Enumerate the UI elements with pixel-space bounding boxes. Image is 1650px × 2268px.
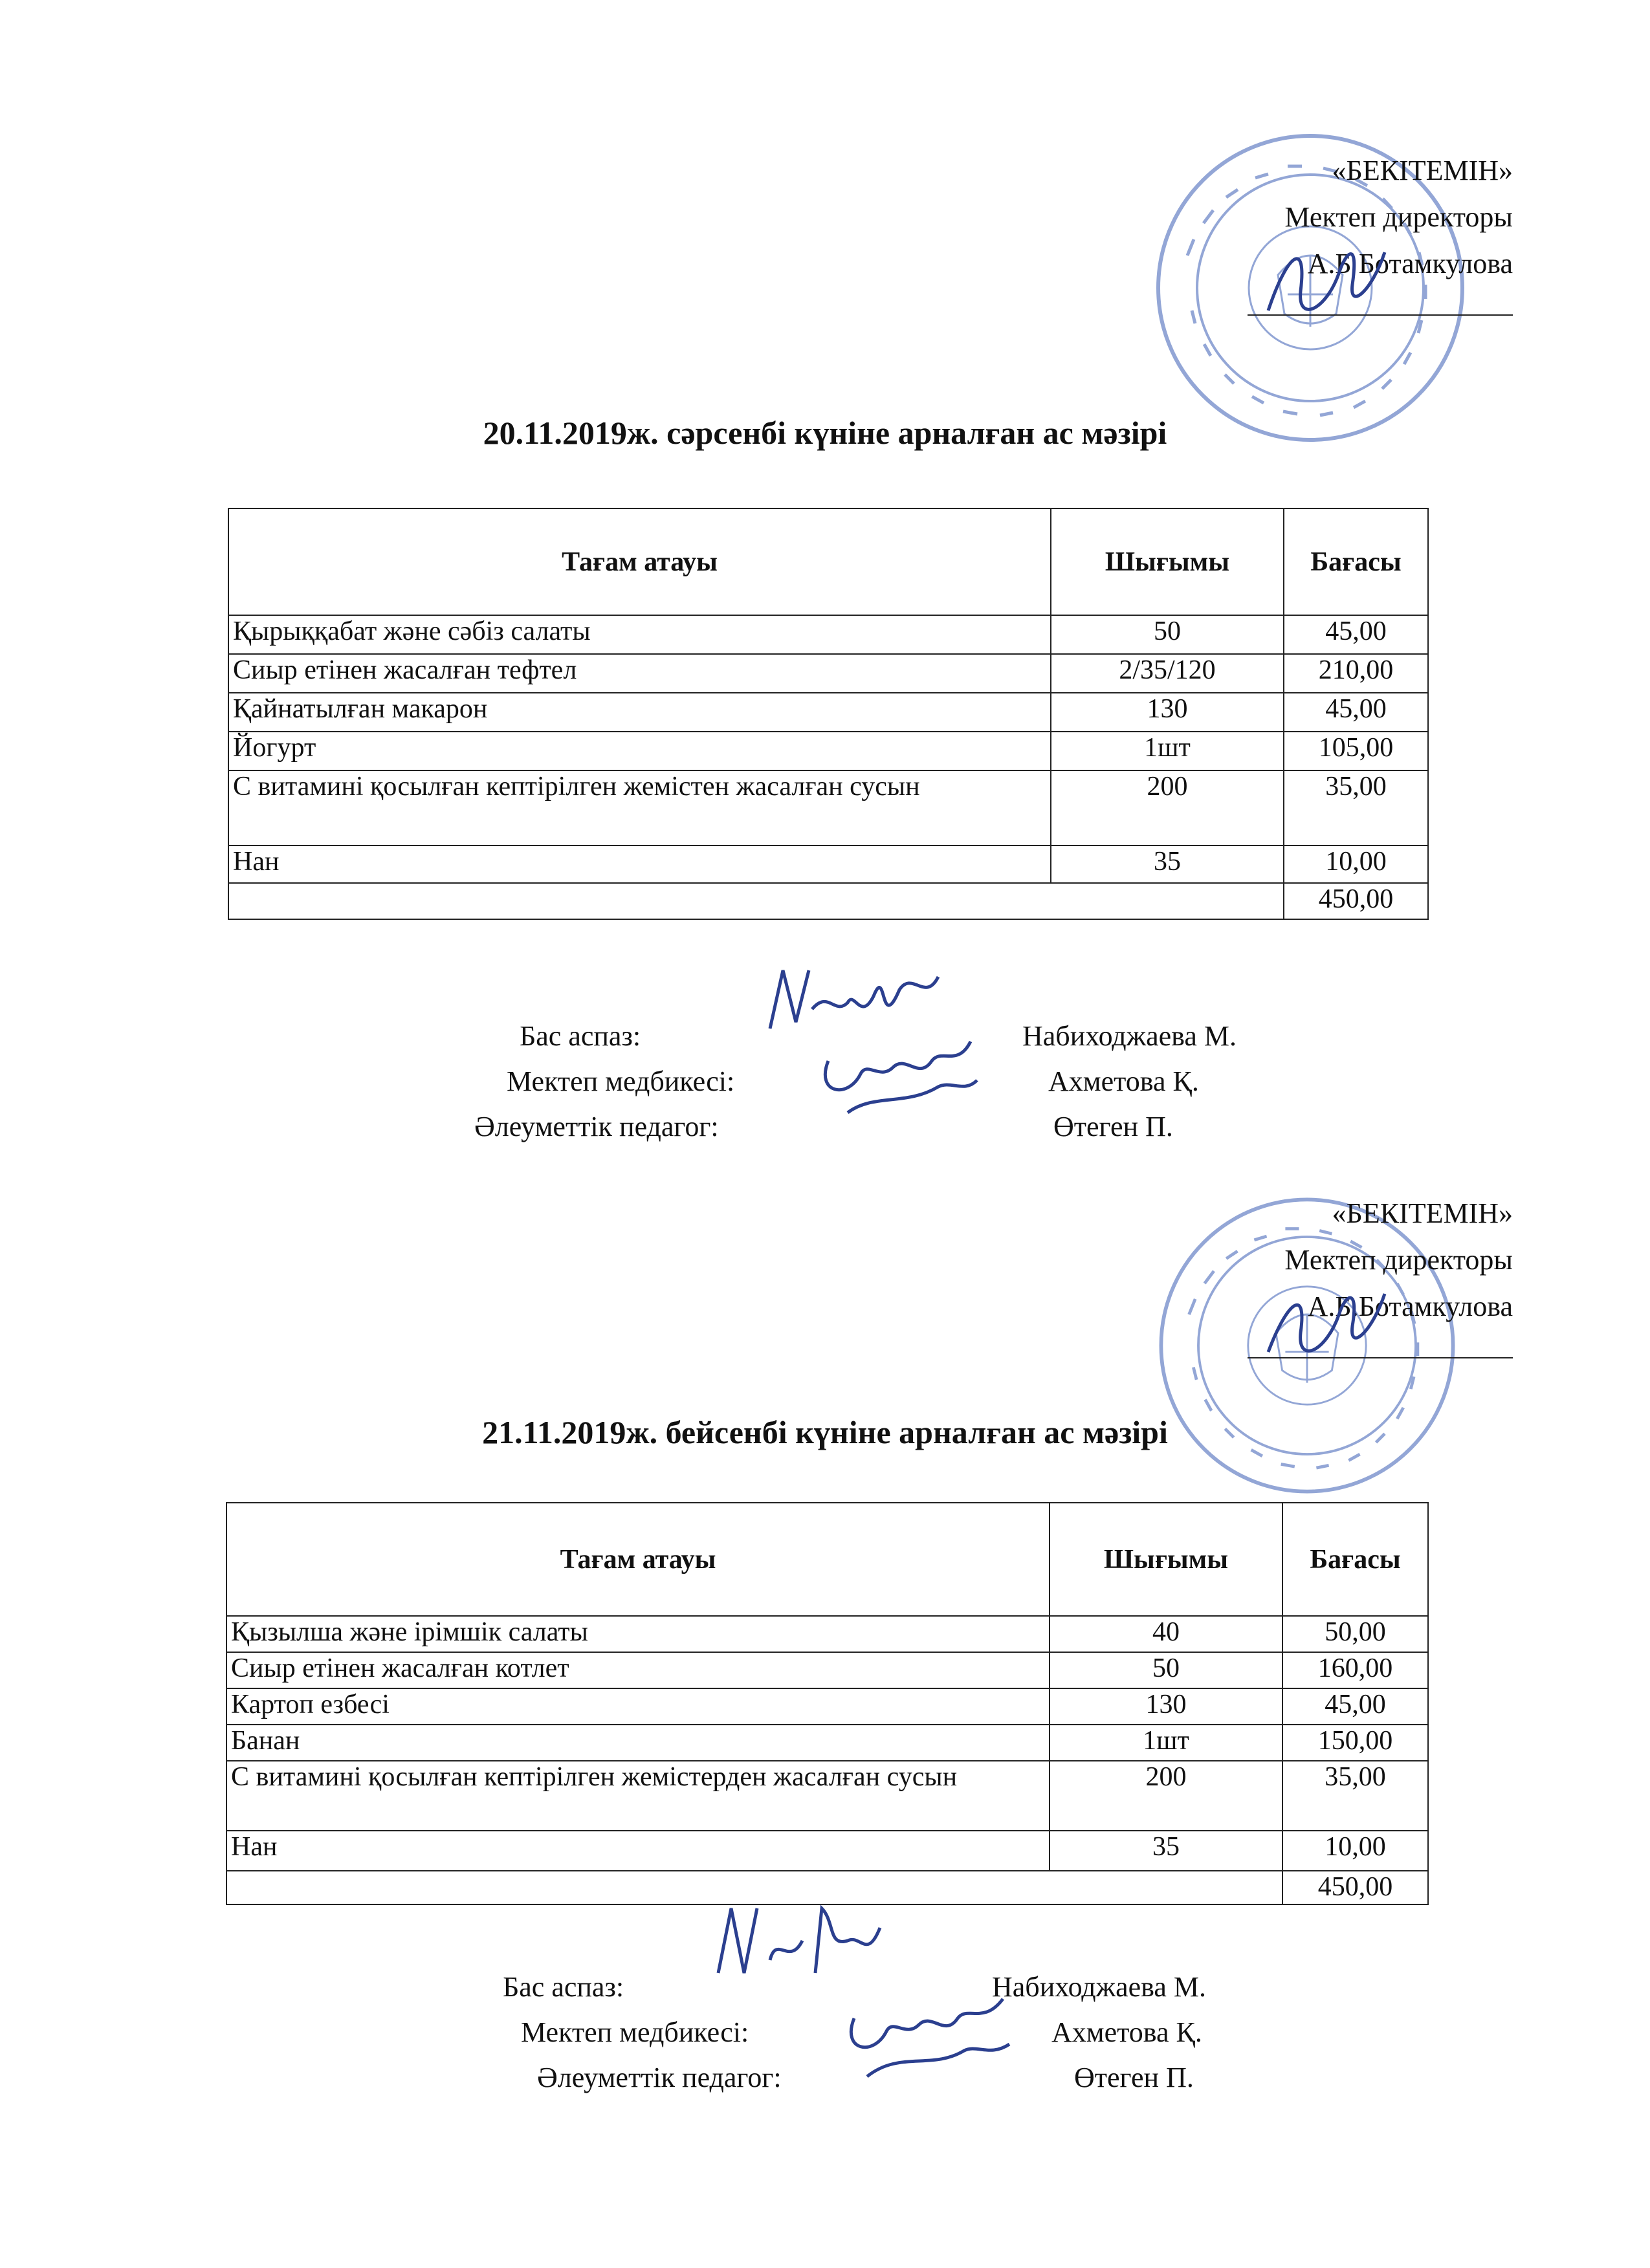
table-row xyxy=(226,1652,1428,1688)
director-name: А.Б.Ботамкулова xyxy=(1307,1291,1513,1322)
signature-role-nurse: Мектеп медбикесі: xyxy=(507,1065,735,1097)
dish-price: 105,00 xyxy=(1284,732,1428,770)
dish-yield: 50 xyxy=(1051,615,1284,654)
header-yield: Шығымы xyxy=(1051,508,1284,615)
dish-price: 10,00 xyxy=(1282,1831,1428,1871)
signature-name-chef: Набиходжаева М. xyxy=(992,1971,1206,2003)
signature-name-chef: Набиходжаева М. xyxy=(1022,1020,1237,1052)
table-row xyxy=(228,770,1428,845)
header-price: Бағасы xyxy=(1284,508,1428,615)
dish-yield: 35 xyxy=(1051,845,1284,883)
table-row xyxy=(228,693,1428,732)
dish-name: Банан xyxy=(226,1725,1050,1761)
dish-name: Йогурт xyxy=(228,732,1051,770)
dish-name: Қырыққабат және сәбіз салаты xyxy=(228,615,1051,654)
table-row xyxy=(226,1725,1428,1761)
dish-name: С витамині қосылған кептірілген жемістен жасалған сусын xyxy=(228,770,1051,845)
dish-yield: 1шт xyxy=(1051,732,1284,770)
dish-yield: 200 xyxy=(1050,1761,1282,1831)
dish-price: 10,00 xyxy=(1284,845,1428,883)
header-price: Бағасы xyxy=(1282,1503,1428,1616)
dish-name: Сиыр етінен жасалған котлет xyxy=(226,1652,1050,1688)
dish-yield: 50 xyxy=(1050,1652,1282,1688)
header-dish-name: Тағам атауы xyxy=(228,508,1051,615)
dish-name: Сиыр етінен жасалған тефтел xyxy=(228,654,1051,693)
signature-name-nurse: Ахметова Қ. xyxy=(1048,1065,1199,1097)
dish-yield: 130 xyxy=(1050,1688,1282,1725)
approve-label: «БЕКІТЕМІН» xyxy=(1332,1197,1513,1229)
header-dish-name: Тағам атауы xyxy=(226,1503,1050,1616)
table-row xyxy=(228,732,1428,770)
table-row xyxy=(226,1761,1428,1831)
table-header-row xyxy=(228,508,1428,615)
header-yield: Шығымы xyxy=(1050,1503,1282,1616)
dish-price: 210,00 xyxy=(1284,654,1428,693)
table-row xyxy=(228,615,1428,654)
dish-price: 45,00 xyxy=(1282,1688,1428,1725)
dish-yield: 130 xyxy=(1051,693,1284,732)
menu-title: 21.11.2019ж. бейсенбі күніне арналған ас мәзірі xyxy=(482,1414,1168,1450)
table-row xyxy=(226,1616,1428,1652)
menu-table xyxy=(228,508,1429,920)
dish-price: 160,00 xyxy=(1282,1652,1428,1688)
signature-role-nurse: Мектеп медбикесі: xyxy=(521,2016,749,2048)
total-price: 450,00 xyxy=(1282,1871,1428,1904)
dish-name: С витамині қосылған кептірілген жемістерден жасалған сусын xyxy=(226,1761,1050,1831)
director-name: А.Б Ботамкулова xyxy=(1307,248,1513,279)
signature-name-nurse: Ахметова Қ. xyxy=(1051,2016,1202,2048)
menu-title: 20.11.2019ж. сәрсенбі күніне арналған ас мәзірі xyxy=(483,415,1167,451)
director-signature xyxy=(1249,213,1404,356)
dish-name: Қызылша және ірімшік салаты xyxy=(226,1616,1050,1652)
director-signature xyxy=(1249,1261,1404,1391)
table-row xyxy=(228,845,1428,883)
dish-price: 50,00 xyxy=(1282,1616,1428,1652)
director-position: Мектеп директоры xyxy=(1284,1244,1513,1276)
total-price: 450,00 xyxy=(1284,883,1428,919)
dish-price: 35,00 xyxy=(1284,770,1428,845)
table-header-row xyxy=(226,1503,1428,1616)
dish-price: 150,00 xyxy=(1282,1725,1428,1761)
signature-role-chef: Бас аспаз: xyxy=(520,1020,641,1052)
dish-name: Нан xyxy=(228,845,1051,883)
dish-price: 35,00 xyxy=(1282,1761,1428,1831)
signature-role-chef: Бас аспаз: xyxy=(503,1971,624,2003)
table-total-row xyxy=(228,883,1428,919)
dish-yield: 40 xyxy=(1050,1616,1282,1652)
dish-name: Нан xyxy=(226,1831,1050,1871)
signature-name-social-pedagogue: Өтеген П. xyxy=(1074,2062,1194,2093)
director-position: Мектеп директоры xyxy=(1284,201,1513,233)
dish-yield: 1шт xyxy=(1050,1725,1282,1761)
menu-table xyxy=(226,1502,1429,1905)
dish-price: 45,00 xyxy=(1284,693,1428,732)
chef-signature xyxy=(705,1895,912,1992)
nurse-signature xyxy=(809,1022,990,1132)
table-row xyxy=(226,1831,1428,1871)
total-label-cell xyxy=(228,883,1284,919)
dish-name: Картоп езбесі xyxy=(226,1688,1050,1725)
dish-name: Қайнатылған макарон xyxy=(228,693,1051,732)
dish-price: 45,00 xyxy=(1284,615,1428,654)
approve-label: «БЕКІТЕМІН» xyxy=(1332,155,1513,186)
table-row xyxy=(226,1688,1428,1725)
signature-role-social-pedagogue: Әлеуметтік педагог: xyxy=(537,2062,782,2093)
dish-yield: 35 xyxy=(1050,1831,1282,1871)
dish-yield: 200 xyxy=(1051,770,1284,845)
signature-role-social-pedagogue: Әлеуметтік педагог: xyxy=(474,1111,719,1142)
signature-name-social-pedagogue: Өтеген П. xyxy=(1053,1111,1173,1142)
dish-yield: 2/35/120 xyxy=(1051,654,1284,693)
table-row xyxy=(228,654,1428,693)
